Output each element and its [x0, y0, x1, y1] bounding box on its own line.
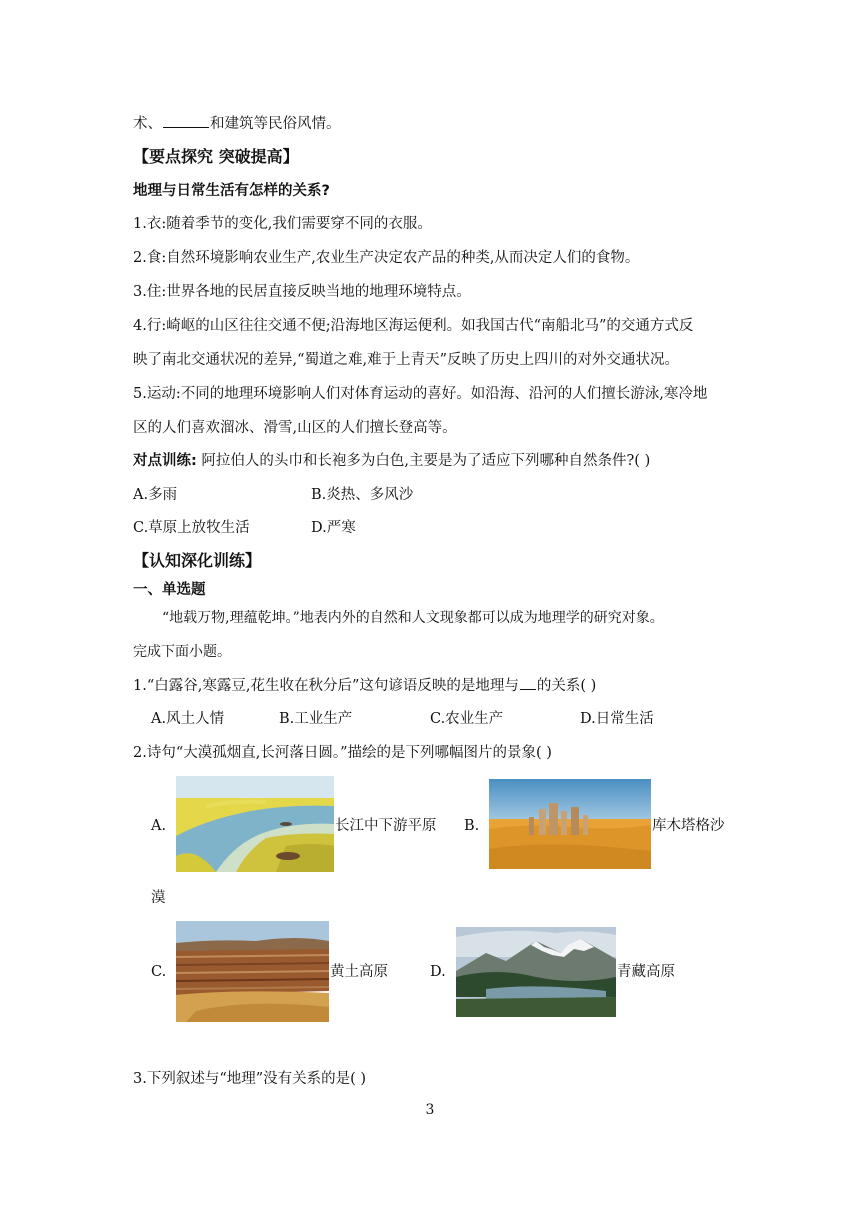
fill-blank — [520, 675, 536, 690]
q2-option-a-picture — [176, 776, 334, 872]
training-option-a: A.多雨 — [133, 487, 178, 503]
key-question: 地理与日常生活有怎样的关系? — [133, 183, 330, 199]
training-label: 对点训练: — [133, 453, 197, 469]
section-heading-key-points: 【要点探究 突破提高】 — [133, 147, 299, 166]
training-option-b: B.炎热、多风沙 — [311, 487, 414, 503]
fragment-text-pre: 术、 — [133, 116, 162, 132]
q1-option-b: B.工业生产 — [279, 711, 353, 727]
fill-blank — [163, 113, 209, 128]
point-item: 4.行:崎岖的山区往往交通不便;沿海地区海运便利。如我国古代“南船北马”的交通方式反 — [133, 318, 694, 334]
q1-option-d: D.日常生活 — [580, 711, 654, 727]
q2-option-a-letter: A. — [151, 818, 167, 834]
section-heading-training: 【认知深化训练】 — [133, 551, 262, 570]
q2-option-c-picture — [176, 921, 329, 1022]
q2-option-c-caption: 黄土高原 — [330, 964, 388, 980]
q2-option-d-letter: D. — [430, 964, 446, 980]
q2-option-d-picture — [456, 927, 616, 1017]
top-fragment — [133, 113, 341, 134]
question-3: 3.下列叙述与“地理”没有关系的是( ) — [133, 1071, 367, 1087]
training-question — [133, 451, 650, 471]
point-item: 映了南北交通状况的差异,“蜀道之难,难于上青天”反映了历史上四川的对外交通状况。 — [133, 352, 680, 368]
point-item: 3.住:世界各地的民居直接反映当地的地理环境特点。 — [133, 284, 471, 300]
intro-line: 完成下面小题。 — [133, 644, 231, 660]
q1-option-c: C.农业生产 — [430, 711, 504, 727]
point-item: 2.食:自然环境影响农业生产,农业生产决定农产品的种类,从而决定人们的食物。 — [133, 250, 640, 266]
point-item: 1.衣:随着季节的变化,我们需要穿不同的衣服。 — [133, 216, 432, 232]
training-option-c: C.草原上放牧生活 — [133, 520, 250, 536]
training-question-text: 阿拉伯人的头巾和长袍多为白色,主要是为了适应下列哪种自然条件?( ) — [201, 453, 651, 469]
subheading-single-choice: 一、单选题 — [133, 582, 206, 598]
training-option-d: D.严寒 — [311, 520, 356, 536]
intro-line: “地载万物,理蕴乾坤。”地表内外的自然和人文现象都可以成为地理学的研究对象。 — [162, 610, 664, 626]
question-1 — [133, 675, 596, 696]
question-2: 2.诗句“大漠孤烟直,长河落日圆。”描绘的是下列哪幅图片的景象( ) — [133, 745, 552, 761]
q2-option-c-letter: C. — [151, 964, 167, 980]
question-1-text: 1.“白露谷,寒露豆,花生收在秋分后”这句谚语反映的是地理与 — [133, 678, 519, 694]
q2-option-a-caption: 长江中下游平原 — [335, 818, 437, 834]
q2-option-b-caption: 库木塔格沙 — [652, 818, 725, 834]
q2-option-b-caption-wrap: 漠 — [151, 890, 166, 906]
q2-option-b-picture — [489, 779, 651, 869]
page-number: 3 — [425, 1102, 435, 1118]
point-item: 区的人们喜欢溜冰、滑雪,山区的人们擅长登高等。 — [133, 420, 457, 436]
q1-option-a: A.风土人情 — [151, 711, 225, 727]
fragment-text-post: 和建筑等民俗风情。 — [210, 116, 341, 132]
question-1-tail: 的关系( ) — [536, 678, 597, 694]
q2-option-d-caption: 青藏高原 — [617, 964, 675, 980]
point-item: 5.运动:不同的地理环境影响人们对体育运动的喜好。如沿海、沿河的人们擅长游泳,寒冷地 — [133, 386, 708, 402]
q2-option-b-letter: B. — [464, 818, 480, 834]
